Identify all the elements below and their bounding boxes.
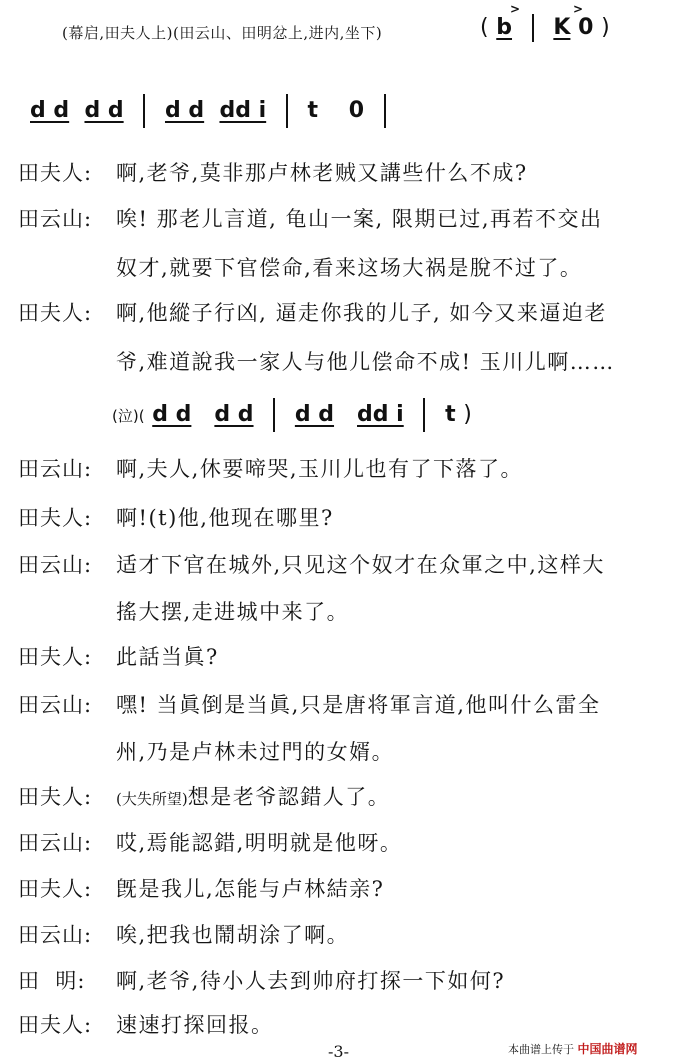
open-paren: (	[480, 15, 489, 40]
spoken-text: 唉,把我也鬧胡涂了啊。	[116, 923, 350, 947]
speaker-name: 田云山:	[18, 457, 93, 481]
continuation-line: 搖大摆,走进城中来了。	[116, 600, 350, 624]
barline	[384, 94, 386, 128]
note-group: d d	[84, 98, 124, 123]
dialogue-line	[18, 828, 402, 858]
note-group: dd i	[357, 402, 404, 427]
accent-mark: >	[573, 2, 584, 16]
speaker-name: 田夫人:	[18, 645, 93, 669]
spoken-text: 唉! 那老儿言道, 龟山一案, 限期已过,再若不交出	[116, 207, 603, 231]
note-t: t	[445, 402, 456, 427]
barline	[286, 94, 288, 128]
accent-mark: >	[510, 2, 521, 16]
dialogue-line	[18, 642, 219, 672]
speaker-name: 田夫人:	[18, 877, 93, 901]
weeping-cue: (泣)(	[112, 407, 145, 425]
dialogue-line	[18, 920, 349, 950]
spoken-text: 哎,焉能認錯,明明就是他呀。	[116, 831, 403, 855]
speaker-name: 田夫人:	[18, 161, 93, 185]
spoken-text: 想是老爷認錯人了。	[187, 785, 391, 809]
dialogue-line	[18, 204, 603, 234]
site-name: 中国曲谱网	[577, 1042, 638, 1056]
speaker-name: 田云山:	[18, 207, 93, 231]
spoken-text: 适才下官在城外,只见这个奴才在众軍之中,这样大	[116, 553, 605, 577]
speaker-name: 田云山:	[18, 831, 93, 855]
speaker-name: 田云山:	[18, 693, 93, 717]
dialogue-line	[18, 298, 607, 328]
dialogue-line	[18, 690, 600, 720]
notation-line	[30, 94, 398, 128]
spoken-text: 啊,夫人,休要啼哭,玉川儿也有了下落了。	[116, 457, 524, 481]
barline	[143, 94, 145, 128]
dialogue-line	[18, 782, 390, 814]
note-t: t	[307, 98, 319, 123]
stage-direction: (幕启,田夫人上)(田云山、田明忿上,进内,坐下)	[62, 24, 383, 42]
header-notation	[480, 14, 610, 42]
barline	[273, 398, 275, 432]
credit-prefix: 本曲谱上传于	[508, 1043, 574, 1056]
speaker-name: 田夫人:	[18, 301, 93, 325]
speaker-name: 田夫人:	[18, 1013, 93, 1037]
note-k: K	[553, 15, 571, 40]
note-group: d d	[294, 402, 335, 427]
spoken-text: 啊,他縱子行凶, 逼走你我的儿子, 如今又来逼迫老	[116, 301, 607, 325]
spoken-text: 啊,老爷,待小人去到帅府打探一下如何?	[116, 969, 506, 993]
dialogue-line	[18, 874, 384, 904]
note-group: d d	[214, 402, 254, 427]
dialogue-line	[18, 503, 334, 533]
spoken-text: 旣是我儿,怎能与卢林結亲?	[116, 877, 385, 901]
note-group: d d	[152, 402, 192, 427]
barline	[532, 14, 534, 42]
dialogue-line	[18, 454, 523, 484]
close-paren: )	[601, 15, 610, 40]
dialogue-line	[18, 550, 605, 580]
dialogue-line	[18, 966, 505, 996]
note-group: d d	[30, 98, 70, 123]
dialogue-line	[18, 158, 528, 188]
inline-notation	[112, 398, 472, 432]
page-number: -3-	[328, 1042, 349, 1061]
spoken-text: 此話当眞?	[116, 645, 219, 669]
spoken-text: 啊!(t)他,他现在哪里?	[116, 506, 334, 530]
spoken-text: 啊,老爷,莫非那卢林老贼又講些什么不成?	[116, 161, 528, 185]
note-group: dd i	[219, 98, 267, 123]
note-group: d d	[164, 98, 205, 123]
dialogue-line	[18, 1010, 274, 1040]
close-paren: )	[463, 402, 472, 427]
note-zero: 0	[578, 15, 594, 40]
continuation-line: 爷,难道說我一家人与他儿偿命不成! 玉川儿啊……	[116, 350, 615, 374]
continuation-line: 奴才,就要下官偿命,看来这场大祸是脫不过了。	[116, 256, 583, 280]
note-b: b	[496, 15, 513, 40]
stage-aside: (大失所望)	[116, 790, 188, 808]
spoken-text: 嘿! 当眞倒是当眞,只是唐将軍言道,他叫什么雷全	[116, 693, 601, 717]
continuation-line: 州,乃是卢林未过門的女婿。	[116, 740, 395, 764]
note-zero: 0	[348, 98, 364, 123]
site-credit	[508, 1040, 638, 1057]
speaker-name: 田 明:	[18, 969, 86, 993]
speaker-name: 田夫人:	[18, 506, 93, 530]
speaker-name: 田云山:	[18, 923, 93, 947]
barline	[423, 398, 425, 432]
speaker-name: 田夫人:	[18, 785, 93, 809]
spoken-text: 速速打探回报。	[116, 1013, 274, 1037]
speaker-name: 田云山:	[18, 553, 93, 577]
